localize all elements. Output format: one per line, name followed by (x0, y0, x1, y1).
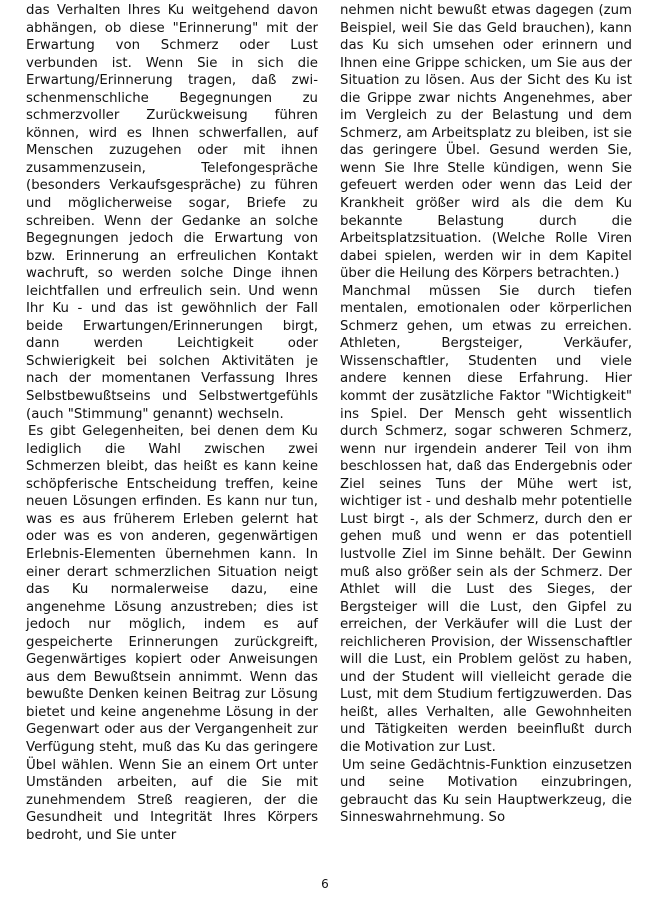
page-number: 6 (321, 877, 329, 891)
paragraph: Um seine Gedächtnis-Funktion einzusetzen und seine Motivation einzubringen, gebraucht das Ku sein Hauptwerkzeug, die Sinneswahrnehmung. So (340, 757, 632, 826)
paragraph: Manchmal müssen Sie durch tiefen mentalen, emotionalen oder körperlichen Schmerz gehen, um etwas zu erreichen. Athleten, Bergsteiger, Verkäufer, Wissenschaftler, Studenten und viele andere kennen diese Erfahrung. Hier kommt der zusätzliche Faktor "Wichtigkeit" ins Spiel. Der Mensch geht wissentlich durch Schmerz, sogar schweren Schmerz, wenn nur irgendein anderer Teil von ihm beschlossen hat, daß das Endergebnis oder Ziel seines Tuns der Mühe wert ist, wichtiger ist - und deshalb mehr potentielle Lust birgt -, als der Schmerz, durch den er gehen muß und wenn er das potentiell lustvolle Ziel im Sinne behält. Der Gewinn muß also größer sein als der Schmerz. Der Athlet will die Lust des Sieges, der Bergsteiger will die Lust, den Gipfel zu erreichen, der Verkäufer will die Lust der reichlicheren Provision, der Wissenschaftler will die Lust, ein Problem gelöst zu haben, und der Student will vielleicht gerade die Lust, mit dem Studium fertigzuwerden. Das heißt, alles Verhalten, alle Gewohnheiten und Tätigkeiten werden beeinflußt durch die Motivation zur Lust. (340, 283, 632, 755)
left-column (26, 2, 318, 844)
paragraph: das Verhalten Ihres Ku weitgehend davon abhängen, ob diese "Erinnerung" mit der Erwartung von Schmerz oder Lust verbunden ist. Wenn Sie in sich die Erwartung/Erinnerung tragen, daß zwischenmenschliche Begegnungen zu schmerzvoller Zurückweisung führen können, wird es Ihnen schwerfallen, auf Menschen zuzugehen oder mit ihnen zusammenzusein, Telefongespräche (besonders Verkaufsgespräche) zu führen und möglicherweise sogar, Briefe zu schreiben. Wenn der Gedanke an solche Begegnungen jedoch die Erwartung von bzw. Erinnerung an erfreulichen Kontakt wachruft, so werden solche Dinge ihnen leichtfallen und erfreulich sein. Und wenn Ihr Ku - und das ist gewöhnlich der Fall beide Erwartungen/Erinnerungen birgt, dann werden Leichtigkeit oder Schwierigkeit bei solchen Aktivitäten je nach der momentanen Verfassung Ihres Selbstbewußtseins und Selbstwertgefühls (auch "Stimmung" genannt) wechseln. (26, 3, 318, 422)
paragraph: Es gibt Gelegenheiten, bei denen dem Ku lediglich die Wahl zwischen zwei Schmerzen bleibt, das heißt es kann keine schöpferische Entscheidung treffen, keine neuen Lösungen erfinden. Es kann nur tun, was es aus früherem Erleben gelernt hat oder was es von anderen, gegenwärtigen Erlebnis-Elementen übernehmen kann. In einer derart schmerzlichen Situation neigt das Ku normalerweise dazu, eine angenehme Lösung anzustreben; dies ist jedoch nur möglich, indem es auf gespeicherte Erinnerungen zurückgreift, Gegenwärtiges kopiert oder Anweisungen aus dem Bewußtsein annimmt. Wenn das bewußte Denken keinen Beitrag zur Lösung bietet und keine angenehme Lösung in der Gegenwart oder aus der Vergangenheit zur Verfügung steht, muß das Ku das geringere Übel wählen. Wenn Sie an einem Ort unter Umständen arbeiten, auf die Sie mit zunehmendem Streß reagieren, der die Gesundheit und Integrität Ihres Körpers bedroht, und Sie unter (26, 424, 318, 843)
right-column (340, 2, 632, 827)
paragraph: nehmen nicht bewußt etwas dagegen (zum Beispiel, weil Sie das Geld brauchen), kann das Ku sich umsehen oder erinnern und Ihnen eine Grippe schicken, um Sie aus der Situation zu lösen. Aus der Sicht des Ku ist die Grippe zwar nichts Angenehmes, aber im Vergleich zu der Belastung und dem Schmerz, am Arbeitsplatz zu bleiben, ist sie das geringere Übel. Gesund werden Sie, wenn Sie Ihre Stelle kündigen, wenn Sie gefeuert werden oder wenn das Leid der Krankheit größer wird als die dem Ku bekannte Belastung durch die Arbeitsplatzsituation. (Welche Rolle Viren dabei spielen, werden wir in dem Kapitel über die Heilung des Körpers betrachten.) (340, 3, 632, 282)
